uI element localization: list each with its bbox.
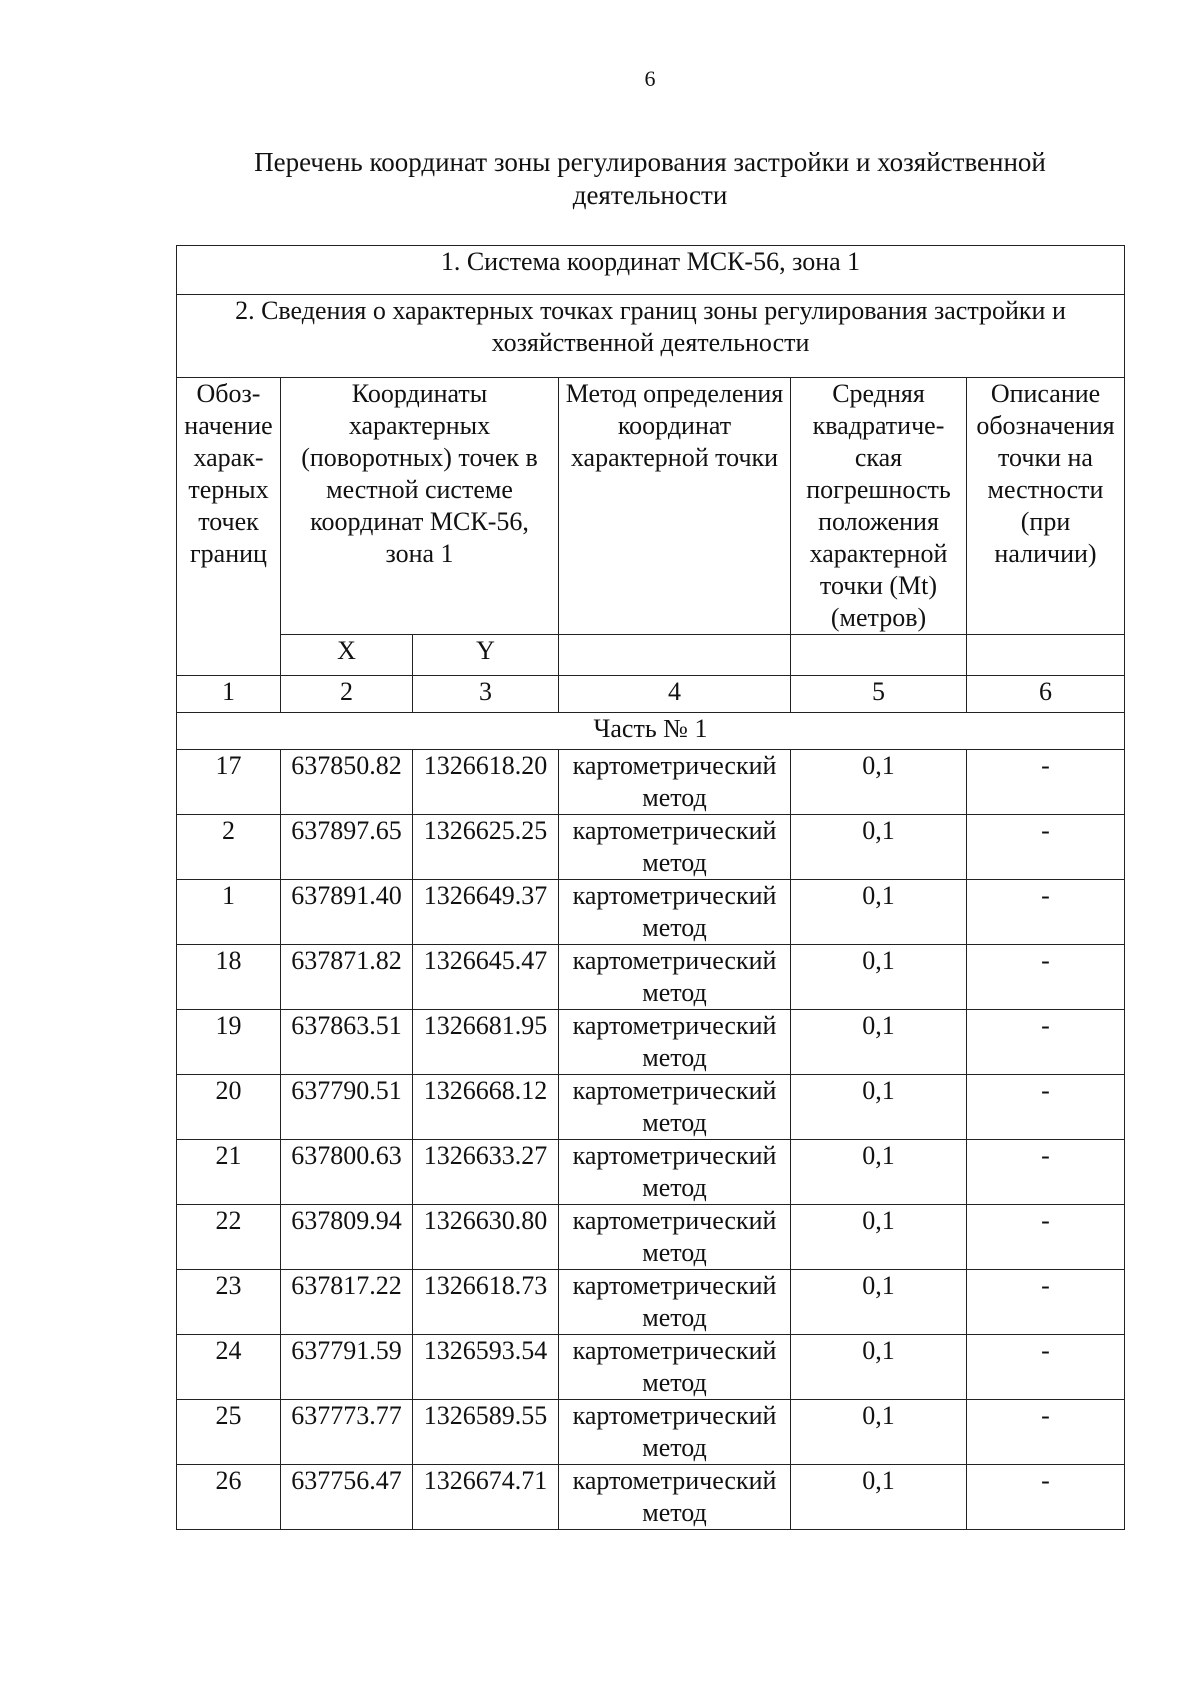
y-coordinate-cell: 1326630.80 xyxy=(413,1205,559,1270)
table-row xyxy=(177,1465,1125,1530)
x-coordinate-cell: 637817.22 xyxy=(281,1270,413,1335)
table-body xyxy=(177,750,1125,1530)
header-y: Y xyxy=(413,635,559,676)
y-coordinate-cell: 1326625.25 xyxy=(413,815,559,880)
error-cell: 0,1 xyxy=(791,945,967,1010)
x-coordinate-cell: 637791.59 xyxy=(281,1335,413,1400)
table-row xyxy=(177,880,1125,945)
point-id-cell: 23 xyxy=(177,1270,281,1335)
error-cell: 0,1 xyxy=(791,1270,967,1335)
table-row xyxy=(177,945,1125,1010)
method-cell: картометрический метод xyxy=(559,815,791,880)
method-cell: картометрический метод xyxy=(559,1140,791,1205)
point-id-cell: 2 xyxy=(177,815,281,880)
y-coordinate-cell: 1326645.47 xyxy=(413,945,559,1010)
description-cell: - xyxy=(967,1075,1125,1140)
table-row xyxy=(177,1010,1125,1075)
column-number: 2 xyxy=(281,676,413,713)
header-empty-cell xyxy=(559,635,791,676)
header-error: Средняя квадратиче-ская погрешность положения характерной точки (Mt) (метров) xyxy=(791,378,967,635)
method-cell: картометрический метод xyxy=(559,880,791,945)
point-id-cell: 25 xyxy=(177,1400,281,1465)
y-coordinate-cell: 1326668.12 xyxy=(413,1075,559,1140)
point-id-cell: 20 xyxy=(177,1075,281,1140)
column-number: 4 xyxy=(559,676,791,713)
x-coordinate-cell: 637871.82 xyxy=(281,945,413,1010)
header-description: Описание обозначения точки на местности (при наличии) xyxy=(967,378,1125,635)
method-cell: картометрический метод xyxy=(559,1400,791,1465)
header-point-designation: Обоз-начение харак-терных точек границ xyxy=(177,378,281,676)
table-row xyxy=(177,815,1125,880)
coordinates-table xyxy=(176,245,1125,1530)
description-cell: - xyxy=(967,1400,1125,1465)
x-coordinate-cell: 637756.47 xyxy=(281,1465,413,1530)
coordinate-system-heading: 1. Система координат МСК-56, зона 1 xyxy=(177,246,1125,295)
description-cell: - xyxy=(967,750,1125,815)
y-coordinate-cell: 1326589.55 xyxy=(413,1400,559,1465)
y-coordinate-cell: 1326593.54 xyxy=(413,1335,559,1400)
description-cell: - xyxy=(967,1205,1125,1270)
description-cell: - xyxy=(967,1010,1125,1075)
table-row xyxy=(177,1205,1125,1270)
y-coordinate-cell: 1326674.71 xyxy=(413,1465,559,1530)
method-cell: картометрический метод xyxy=(559,1270,791,1335)
method-cell: картометрический метод xyxy=(559,945,791,1010)
table-row xyxy=(177,1140,1125,1205)
error-cell: 0,1 xyxy=(791,1465,967,1530)
description-cell: - xyxy=(967,945,1125,1010)
x-coordinate-cell: 637773.77 xyxy=(281,1400,413,1465)
y-coordinate-cell: 1326618.20 xyxy=(413,750,559,815)
x-coordinate-cell: 637863.51 xyxy=(281,1010,413,1075)
error-cell: 0,1 xyxy=(791,1075,967,1140)
x-coordinate-cell: 637850.82 xyxy=(281,750,413,815)
method-cell: картометрический метод xyxy=(559,750,791,815)
description-cell: - xyxy=(967,1465,1125,1530)
x-coordinate-cell: 637800.63 xyxy=(281,1140,413,1205)
header-method: Метод определения координат характерной точки xyxy=(559,378,791,635)
error-cell: 0,1 xyxy=(791,1140,967,1205)
y-coordinate-cell: 1326633.27 xyxy=(413,1140,559,1205)
column-number: 6 xyxy=(967,676,1125,713)
error-cell: 0,1 xyxy=(791,1205,967,1270)
document-title: Перечень координат зоны регулирования застройки и хозяйственной деятельности xyxy=(254,147,1046,210)
point-id-cell: 22 xyxy=(177,1205,281,1270)
column-number: 1 xyxy=(177,676,281,713)
point-id-cell: 24 xyxy=(177,1335,281,1400)
y-coordinate-cell: 1326649.37 xyxy=(413,880,559,945)
header-coordinates: Координаты характерных (поворотных) точек в местной системе координат МСК-56, зона 1 xyxy=(281,378,559,635)
y-coordinate-cell: 1326618.73 xyxy=(413,1270,559,1335)
table-row xyxy=(177,1400,1125,1465)
header-empty-cell xyxy=(967,635,1125,676)
point-id-cell: 21 xyxy=(177,1140,281,1205)
error-cell: 0,1 xyxy=(791,1335,967,1400)
method-cell: картометрический метод xyxy=(559,1465,791,1530)
description-cell: - xyxy=(967,815,1125,880)
error-cell: 0,1 xyxy=(791,1400,967,1465)
error-cell: 0,1 xyxy=(791,815,967,880)
point-id-cell: 1 xyxy=(177,880,281,945)
page-number: 6 xyxy=(644,66,656,91)
header-empty-cell xyxy=(791,635,967,676)
table-row xyxy=(177,1270,1125,1335)
point-id-cell: 19 xyxy=(177,1010,281,1075)
description-cell: - xyxy=(967,1335,1125,1400)
method-cell: картометрический метод xyxy=(559,1075,791,1140)
y-coordinate-cell: 1326681.95 xyxy=(413,1010,559,1075)
point-id-cell: 26 xyxy=(177,1465,281,1530)
column-number: 3 xyxy=(413,676,559,713)
point-id-cell: 18 xyxy=(177,945,281,1010)
method-cell: картометрический метод xyxy=(559,1335,791,1400)
error-cell: 0,1 xyxy=(791,1010,967,1075)
x-coordinate-cell: 637897.65 xyxy=(281,815,413,880)
part-heading: Часть № 1 xyxy=(177,713,1125,750)
table-row xyxy=(177,1075,1125,1140)
x-coordinate-cell: 637809.94 xyxy=(281,1205,413,1270)
column-number: 5 xyxy=(791,676,967,713)
error-cell: 0,1 xyxy=(791,750,967,815)
point-id-cell: 17 xyxy=(177,750,281,815)
error-cell: 0,1 xyxy=(791,880,967,945)
description-cell: - xyxy=(967,1140,1125,1205)
x-coordinate-cell: 637790.51 xyxy=(281,1075,413,1140)
boundary-points-heading: 2. Сведения о характерных точках границ зоны регулирования застройки и хозяйственной деятельности xyxy=(177,295,1125,378)
method-cell: картометрический метод xyxy=(559,1010,791,1075)
header-x: X xyxy=(281,635,413,676)
description-cell: - xyxy=(967,880,1125,945)
table-row xyxy=(177,750,1125,815)
description-cell: - xyxy=(967,1270,1125,1335)
x-coordinate-cell: 637891.40 xyxy=(281,880,413,945)
method-cell: картометрический метод xyxy=(559,1205,791,1270)
table-row xyxy=(177,1335,1125,1400)
